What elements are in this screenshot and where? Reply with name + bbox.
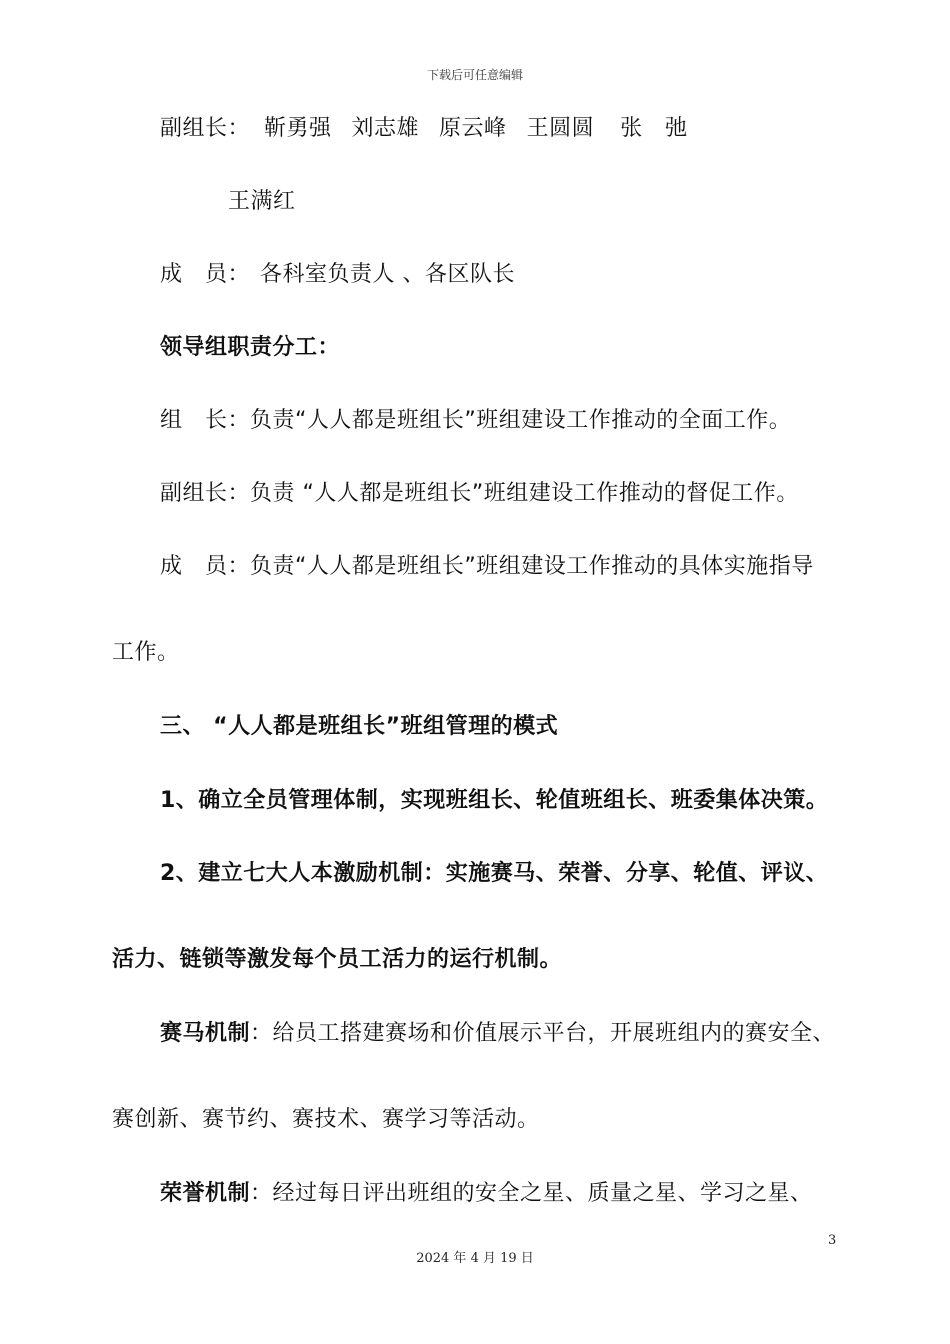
race-mechanism-label: 赛马机制 <box>160 1021 251 1046</box>
member-duty-label: 成 员： <box>160 554 251 579</box>
honor-mechanism-line <box>160 1179 813 1209</box>
leader-duty-text: 负责“人人都是班组长”班组建设工作推动的全面工作。 <box>250 408 792 433</box>
members-line <box>160 260 515 290</box>
deputy-leader-name: 原云峰 <box>439 116 507 141</box>
race-mechanism-continued: 赛创新、赛节约、赛技术、赛学习等活动。 <box>112 1107 540 1132</box>
paragraph-item-2: 2、建立七大人本激励机制：实施赛马、荣誉、分享、轮值、评议、 <box>160 861 829 886</box>
deputy-leader-name: 靳勇强 <box>264 116 332 141</box>
deputy-leaders-line <box>160 114 688 144</box>
deputy-duty-line <box>160 479 799 509</box>
members-text: 各科室负责人 、各区队长 <box>260 262 516 287</box>
deputy-duty-label: 副组长： <box>160 481 251 506</box>
race-mechanism-text: ：给员工搭建赛场和价值展示平台，开展班组内的赛安全、 <box>250 1021 836 1046</box>
deputy-leader-name: 王圆圆 <box>526 116 595 141</box>
member-duty-line <box>160 552 814 582</box>
deputy-leader-name: 刘志雄 <box>351 116 420 141</box>
deputy-leader-name-continued: 王满红 <box>228 189 296 214</box>
members-label: 成 员： <box>160 262 251 287</box>
footer-date: 2024 年 4 月 19 日 <box>416 1251 534 1266</box>
deputy-leader-name: 张 弛 <box>620 116 688 141</box>
page-number: 3 <box>828 1233 837 1248</box>
paragraph-item-1: 1、确立全员管理体制，实现班组长、轮值班组长、班委集体决策。 <box>160 788 829 813</box>
section-heading-duties: 领导组职责分工： <box>160 335 341 360</box>
honor-mechanism-label: 荣誉机制 <box>160 1181 251 1206</box>
deputy-leader-label: 副组长： <box>160 116 251 141</box>
deputy-duty-text: 负责 “人人都是班组长”班组建设工作推动的督促工作。 <box>250 481 799 506</box>
paragraph-item-2-continued: 活力、链锁等激发每个员工活力的运行机制。 <box>112 947 563 972</box>
race-mechanism-line <box>160 1019 835 1049</box>
section-heading-mode: 三、 “人人都是班组长”班组管理的模式 <box>160 714 559 739</box>
member-duty-continued: 工作。 <box>112 640 180 665</box>
page-header: 下载后可任意编辑 <box>426 68 523 82</box>
honor-mechanism-text: ：经过每日评出班组的安全之星、质量之星、学习之星、 <box>250 1181 813 1206</box>
leader-duty-line <box>160 406 791 436</box>
leader-duty-label: 组 长： <box>160 408 251 433</box>
member-duty-text: 负责“人人都是班组长”班组建设工作推动的具体实施指导 <box>250 554 814 579</box>
